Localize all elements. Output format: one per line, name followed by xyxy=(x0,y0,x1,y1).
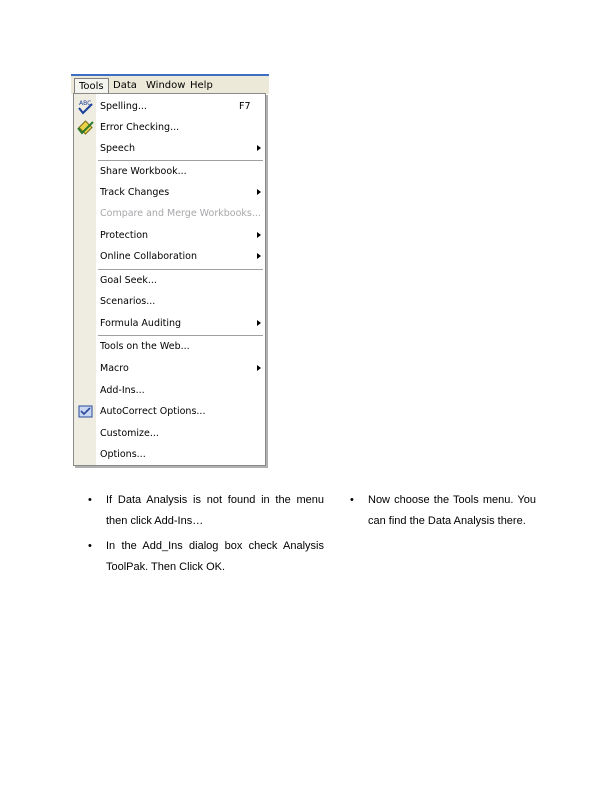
menu-item-autocorrect-options[interactable]: AutoCorrect Options... xyxy=(74,401,265,422)
menu-item-share-workbook[interactable]: Share Workbook... xyxy=(100,166,187,177)
menu-bar xyxy=(71,74,269,94)
instruction-item: • Now choose the Tools menu. You can find the Data Analysis there. xyxy=(350,494,536,527)
menu-item-track-changes[interactable]: Track Changes xyxy=(74,182,265,203)
menu-item-speech[interactable]: Speech xyxy=(74,138,265,159)
menu-item-options[interactable]: Options... xyxy=(100,449,146,460)
instruction-item: • If Data Analysis is not found in the menu then click Add-Ins… xyxy=(88,494,324,527)
submenu-arrow-icon xyxy=(257,189,261,195)
instructions-right-column xyxy=(346,490,536,532)
svg-text:ABC: ABC xyxy=(79,100,92,107)
menubar-tools[interactable]: Tools xyxy=(74,78,109,94)
error-checking-icon xyxy=(77,119,94,136)
instructions-left-column xyxy=(84,490,324,578)
menu-item-macro[interactable]: Macro xyxy=(74,358,265,379)
menubar-window[interactable]: Window xyxy=(146,80,186,91)
menu-item-goal-seek[interactable]: Goal Seek... xyxy=(100,275,157,286)
menu-item-scenarios[interactable]: Scenarios... xyxy=(100,296,156,307)
menubar-data[interactable]: Data xyxy=(113,80,137,91)
submenu-arrow-icon xyxy=(257,145,261,151)
spelling-icon xyxy=(77,98,94,115)
menu-item-protection[interactable]: Protection xyxy=(74,225,265,246)
menu-item-formula-auditing[interactable]: Formula Auditing xyxy=(74,313,265,334)
menu-item-error-checking[interactable]: Error Checking... xyxy=(74,117,265,138)
menu-item-compare-merge: Compare and Merge Workbooks... xyxy=(100,208,261,219)
menu-item-customize[interactable]: Customize... xyxy=(100,428,159,439)
menu-item-tools-on-web[interactable]: Tools on the Web... xyxy=(100,341,190,352)
tools-dropdown-menu xyxy=(73,93,266,466)
submenu-arrow-icon xyxy=(257,253,261,259)
instruction-item: • In the Add_Ins dialog box check Analysis ToolPak. Then Click OK. xyxy=(88,540,324,573)
submenu-arrow-icon xyxy=(257,232,261,238)
autocorrect-icon xyxy=(77,403,94,420)
menubar-help[interactable]: Help xyxy=(190,80,213,91)
menu-item-online-collaboration[interactable]: Online Collaboration xyxy=(74,246,265,267)
submenu-arrow-icon xyxy=(257,365,261,371)
menu-item-spelling[interactable]: ABC Spelling... F7 xyxy=(74,96,265,117)
excel-tools-menu-screenshot xyxy=(71,74,269,468)
submenu-arrow-icon xyxy=(257,320,261,326)
menu-item-add-ins[interactable]: Add-Ins... xyxy=(100,385,145,396)
